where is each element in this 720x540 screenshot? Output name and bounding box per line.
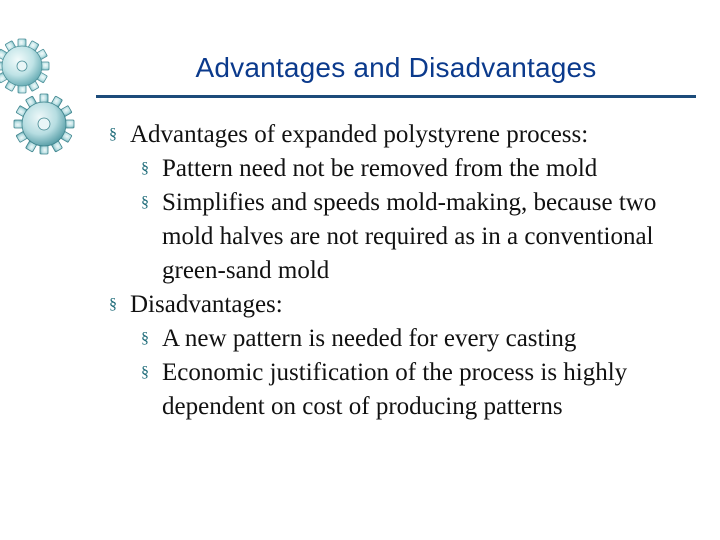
sub-bullet-pattern [136, 152, 704, 186]
square-bullet-icon: § [109, 126, 117, 143]
title-divider [96, 95, 696, 98]
sub-bullet-simplifies [136, 186, 704, 288]
square-bullet-icon: § [141, 364, 149, 381]
square-bullet-icon: § [141, 330, 149, 347]
bullet-advantages [104, 118, 704, 152]
bullet-text: Disadvantages: [130, 291, 283, 318]
square-bullet-icon: § [141, 160, 149, 177]
sub-bullet-economic [136, 356, 704, 424]
sub-bullet-new-pattern [136, 322, 704, 356]
sub-bullet-text: Simplifies and speeds mold‑making, because two mold halves are not required as in a conventional green‑sand mold [162, 189, 657, 284]
bullet-disadvantages [104, 288, 704, 322]
sub-bullet-text: Pattern need not be removed from the mold [162, 155, 598, 182]
square-bullet-icon: § [109, 296, 117, 313]
gear-bottom-icon [14, 94, 74, 154]
slide-content [104, 118, 704, 424]
square-bullet-icon: § [141, 194, 149, 211]
sub-bullet-text: Economic justification of the process is highly dependent on cost of producing patterns [162, 359, 628, 420]
slide-title: Advantages and Disadvantages [195, 52, 597, 83]
bullet-text: Advantages of expanded polystyrene process: [130, 121, 589, 148]
gear-top-icon [0, 39, 49, 93]
gears-icon [0, 36, 80, 156]
sub-bullet-text: A new pattern is needed for every casting [162, 325, 577, 352]
